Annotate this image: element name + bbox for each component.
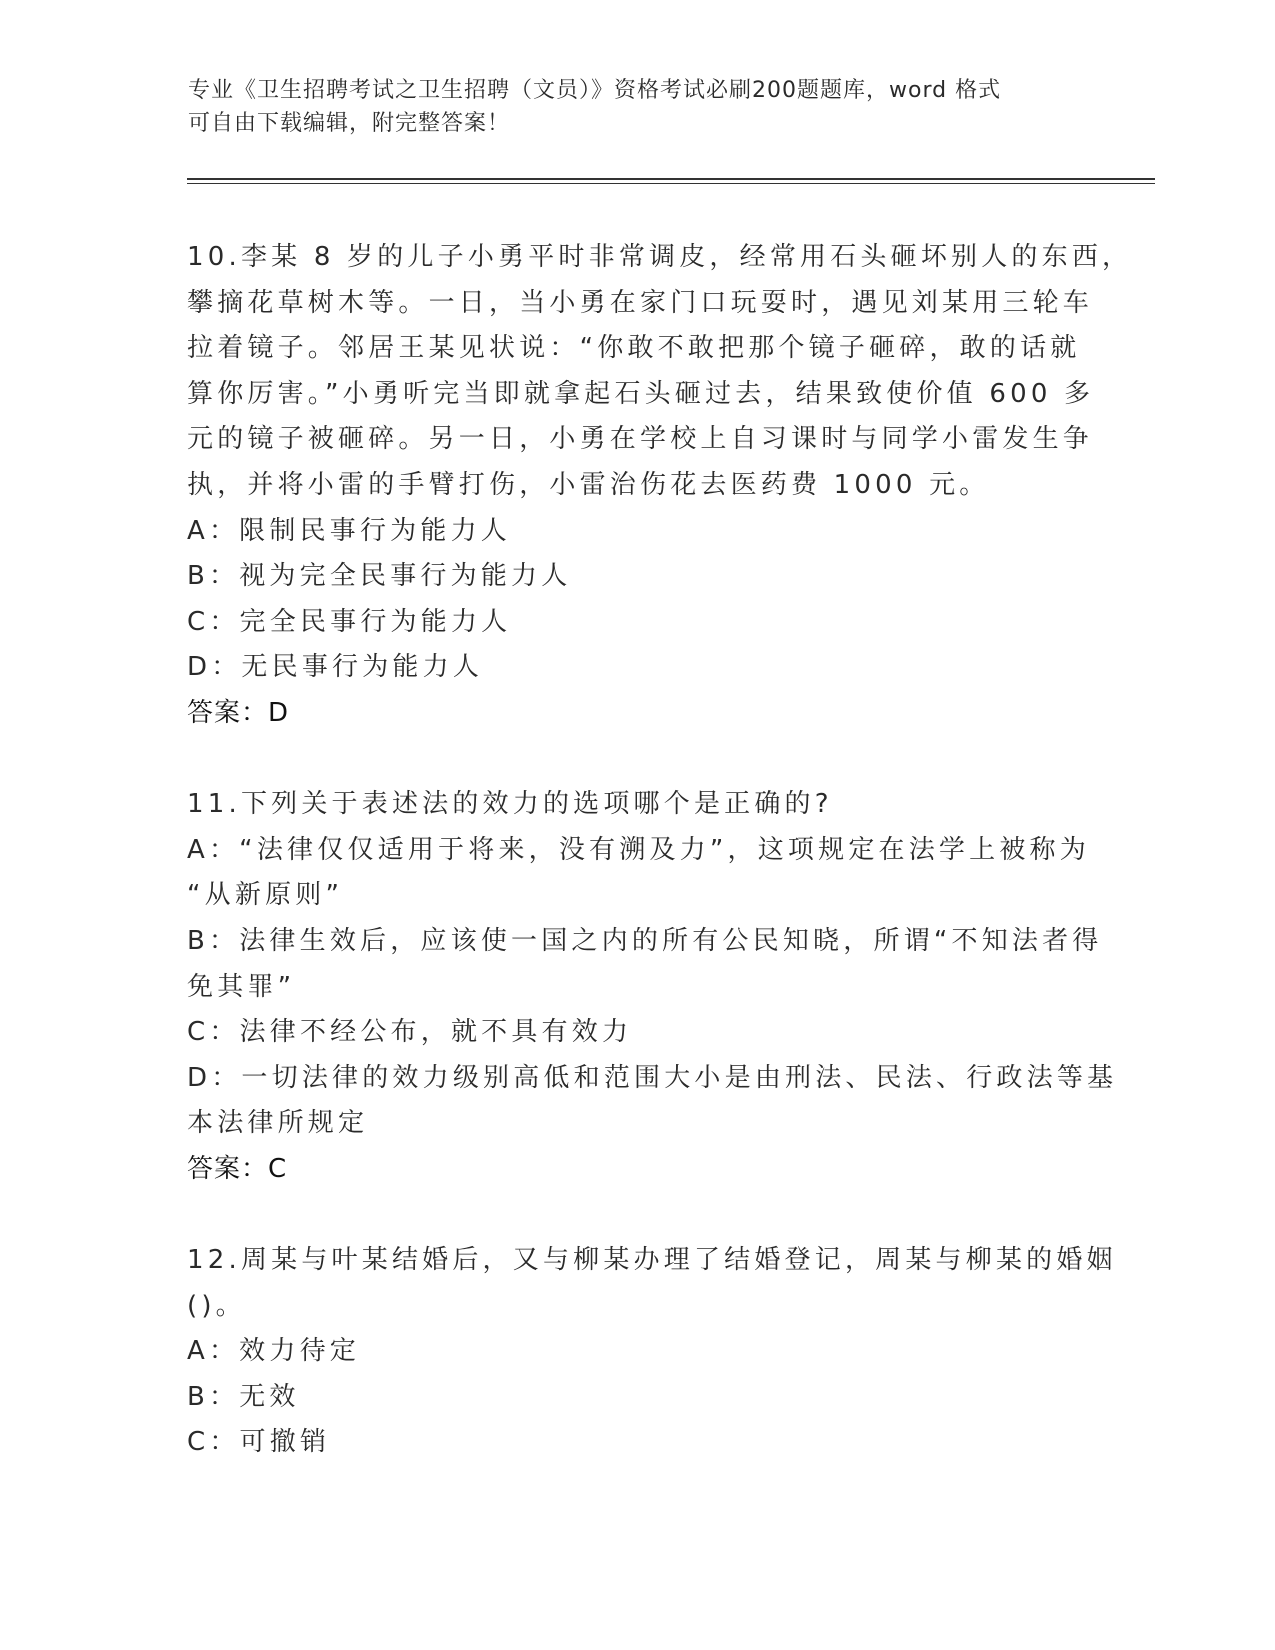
question-stem-line: 元的镜子被砸碎。另一日，小勇在学校上自习课时与同学小雷发生争	[187, 424, 1094, 455]
question-stem	[187, 1238, 1117, 1329]
answer-option	[187, 1375, 1087, 1421]
header-title-line-2: 可自由下载编辑，附完整答案！	[188, 111, 511, 136]
answer-option-line: B：无效	[187, 1381, 300, 1412]
answer-option-line: C：法律不经公布，就不具有效力	[187, 1017, 633, 1048]
answer-option-line: C：完全民事行为能力人	[187, 606, 512, 637]
answer-option	[187, 1329, 1087, 1375]
question-list	[187, 235, 1133, 1466]
answer-key: 答案：D	[187, 697, 290, 728]
answer-option-line: B：视为完全民事行为能力人	[187, 561, 572, 592]
answer-option-line: 免其罪”	[187, 971, 296, 1002]
header-divider-thin	[187, 183, 1155, 184]
question-item	[187, 235, 1133, 737]
answer-option-line: D：一切法律的效力级别高低和范围大小是由刑法、民法、行政法等基	[187, 1062, 1118, 1093]
answer-option	[187, 1056, 1118, 1147]
answer-option-line: B：法律生效后，应该使一国之内的所有公民知晓，所谓“不知法者得	[187, 925, 1103, 956]
answer-option-line: D：无民事行为能力人	[187, 652, 484, 683]
question-item	[187, 1238, 1117, 1466]
answer-option	[187, 919, 1103, 1010]
answer-option-line: C：可撤销	[187, 1427, 331, 1458]
question-stem	[187, 782, 1087, 828]
question-stem-line: 算你厉害。”小勇听完当即就拿起石头砸过去，结果致使价值 600 多	[187, 378, 1095, 409]
answer-option-line: “从新原则”	[187, 880, 344, 911]
answer-option-line: A：“法律仅仅适用于将来，没有溯及力”，这项规定在法学上被称为	[187, 834, 1090, 865]
question-stem-line: 10.李某 8 岁的儿子小勇平时非常调皮，经常用石头砸坏别人的东西，	[187, 242, 1133, 272]
question-stem-line: 12.周某与叶某结婚后，又与柳某办理了结婚登记，周某与柳某的婚姻	[187, 1245, 1117, 1276]
answer-option	[187, 554, 1087, 600]
question-stem-line: 执，并将小雷的手臂打伤，小雷治伤花去医药费 1000 元。	[187, 469, 990, 500]
question-stem	[187, 235, 1133, 509]
answer-option	[187, 509, 1087, 555]
answer-option	[187, 828, 1090, 919]
question-stem-line: 11.下列关于表述法的效力的选项哪个是正确的?	[187, 789, 833, 820]
answer-option-line: A：限制民事行为能力人	[187, 515, 511, 546]
question-stem-line: ()。	[187, 1290, 246, 1321]
answer-key: 答案：C	[187, 1153, 288, 1184]
answer-option-line: A：效力待定	[187, 1336, 360, 1367]
page-header	[188, 74, 1088, 140]
answer-option	[187, 645, 1087, 691]
question-stem-line: 拉着镜子。邻居王某见状说：“你敢不敢把那个镜子砸碎，敢的话就	[187, 333, 1081, 364]
answer-option-line: 本法律所规定	[187, 1108, 369, 1139]
header-divider-thick	[187, 178, 1155, 180]
header-title-line-1: 专业《卫生招聘考试之卫生招聘（文员）》资格考试必刷200题题库，word 格式	[188, 78, 1002, 103]
question-stem-line: 攀摘花草树木等。一日，当小勇在家门口玩耍时，遇见刘某用三轮车	[187, 287, 1094, 318]
question-spacer	[187, 1192, 1087, 1238]
answer-option	[187, 600, 1087, 646]
question-spacer	[187, 737, 1087, 783]
question-item	[187, 782, 1118, 1192]
answer-option	[187, 1010, 1087, 1056]
answer-option	[187, 1420, 1087, 1466]
